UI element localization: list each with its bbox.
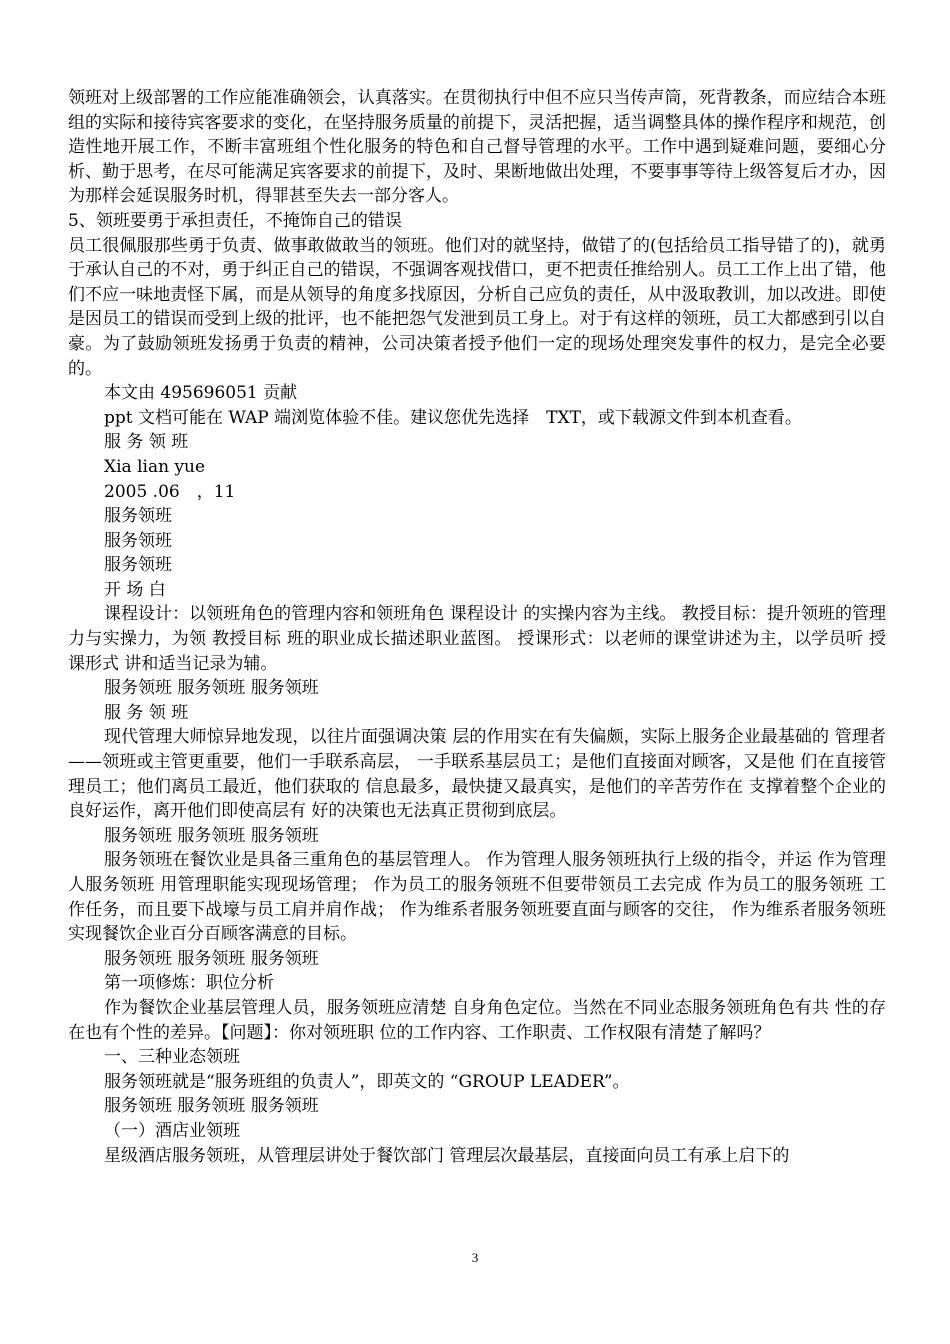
- source-note: 本文由 495696051 贡献: [104, 383, 298, 404]
- section-heading: 5、领班要勇于承担责任，不掩饰自己的错误: [68, 210, 402, 231]
- slide-heading: 服 务 领 班: [104, 702, 189, 723]
- paragraph: 作为餐饮企业基层管理人员，服务领班应清楚 自身角色定位。当然在不同业态服务领班角色有共 性的存在也有个性的差异。【问题】：你对领班职 位的工作内容、工作职责、工作权限有清楚了解吗？: [68, 997, 886, 1043]
- date-line: 2005 .06 ，11: [104, 481, 236, 502]
- viewer-note: ppt 文档可能在 WAP 端浏览体验不佳。建议您优先选择 TXT，或下载源文件到本机查看。: [104, 407, 802, 428]
- page-number: 3: [471, 1250, 479, 1265]
- text-line: 服务领班就是“服务班组的负责人”，即英文的 “GROUP LEADER”。: [104, 1071, 630, 1092]
- paragraph: 星级酒店服务领班，从管理层讲处于餐饮部门 管理层次最基层，直接面向员工有承上启下的: [104, 1145, 790, 1166]
- text-line: 服务领班 服务领班 服务领班: [104, 1096, 319, 1117]
- text-line: 服务领班: [104, 530, 172, 551]
- text-line: 服务领班: [104, 506, 172, 527]
- text-line: 服务领班 服务领班 服务领班: [104, 825, 319, 846]
- text-line: 服务领班 服务领班 服务领班: [104, 678, 319, 699]
- paragraph: 现代管理大师惊异地发现，以往片面强调决策 层的作用实在有失偏颇，实际上服务企业最基础的 管理者——领班或主管更重要，他们一手联系高层， 一手联系基层员工；是他们直接面对顾客，又是他 们在直接管理员工；他们离员工最近，他们获取的 信息最多，最快捷又最真实，是他们的辛苦劳作在 支撑着整个企业的良好运作，离开他们即使高层有 好的决策也无法真正贯彻到底层。: [68, 727, 886, 822]
- document-body: [68, 86, 886, 1168]
- paragraph: 课程设计：以领班角色的管理内容和领班角色 课程设计 的实操内容为主线。 教授目标：提升领班的管理力与实操力，为领 教授目标 班的职业成长描述职业蓝图。 授课形式：以老师的课堂讲述为主，以学员听 授课形式 讲和适当记录为辅。: [68, 604, 886, 674]
- slide-title: 服 务 领 班: [104, 432, 189, 453]
- text-line: 服务领班: [104, 555, 172, 576]
- paragraph: 员工很佩服那些勇于负责、做事敢做敢当的领班。他们对的就坚持，做错了的(包括给员工指导错了的)，就勇于承认自己的不对，勇于纠正自己的错误，不强调客观找借口，更不把责任推给别人。员工工作上出了错，他们不应一味地责怪下属，而是从领导的角度多找原因，分析自己应负的责任，从中汲取教训，加以改进。即使是因员工的错误而受到上级的批评，也不能把怨气发泄到员工身上。对于有这样的领班，员工大都感到引以自豪。为了鼓励领班发扬勇于负责的精神，公司决策者授予他们一定的现场处理突发事件的权力，是完全必要的。: [68, 235, 886, 379]
- slide-heading: 开 场 白: [104, 579, 166, 600]
- text-line: 服务领班 服务领班 服务领班: [104, 948, 319, 969]
- paragraph: 领班对上级部署的工作应能准确领会，认真落实。在贯彻执行中但不应只当传声筒，死背教条，而应结合本班组的实际和接待宾客要求的变化，在坚持服务质量的前提下，灵活把握，适当调整具体的操作程序和规范，创造性地开展工作，不断丰富班组个性化服务的特色和自己督导管理的水平。工作中遇到疑难问题，要细心分析、勤于思考，在尽可能满足宾客要求的前提下，及时、果断地做出处理，不要事事等待上级答复后才办，因为那样会延误服务时机，得罪甚至失去一部分客人。: [68, 88, 886, 207]
- author-line: Xia lian yue: [104, 456, 206, 477]
- section-heading: 一、三种业态领班: [104, 1047, 240, 1068]
- section-heading: 第一项修炼：职位分析: [104, 973, 274, 994]
- paragraph: 服务领班在餐饮业是具备三重角色的基层管理人。 作为管理人服务领班执行上级的指令，并运 作为管理人服务领班 用管理职能实现现场管理； 作为员工的服务领班不但要带领员工去完成 作为员工的服务领班 工作任务，而且要下战壕与员工肩并肩作战； 作为维系者服务领班要直面与顾客的交往， 作为维系者服务领班 实现餐饮企业百分百顾客满意的目标。: [68, 850, 886, 945]
- section-heading: （一）酒店业领班: [104, 1120, 240, 1141]
